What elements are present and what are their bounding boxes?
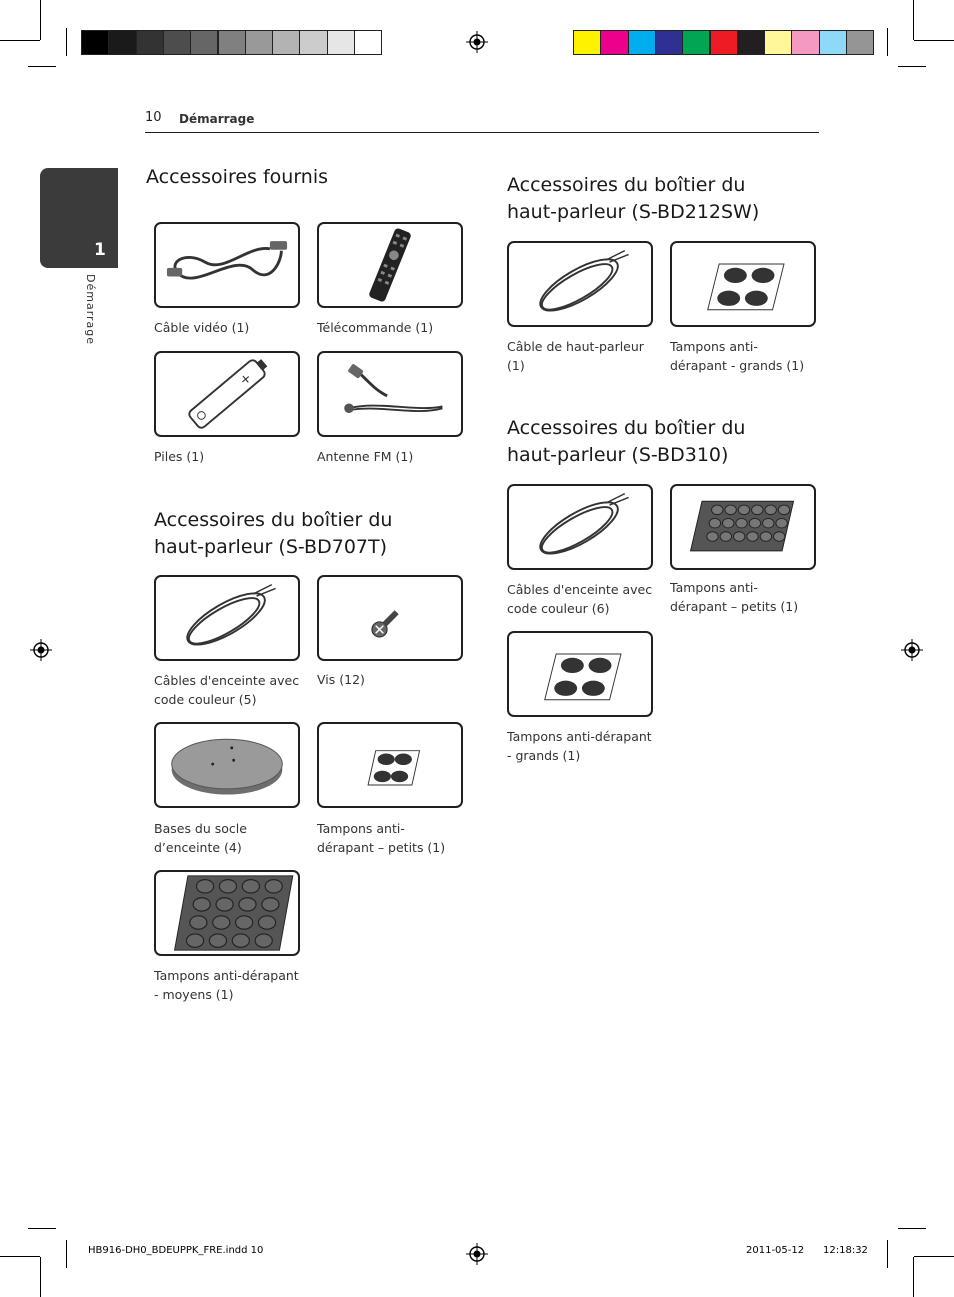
speaker-cable-icon <box>509 486 651 568</box>
crop-mark <box>914 40 954 41</box>
crop-mark <box>887 28 888 56</box>
registration-mark-icon <box>466 31 488 53</box>
speaker-base-image <box>154 722 300 808</box>
speaker-base-icon <box>156 724 298 806</box>
pad-dot <box>707 532 718 542</box>
pad-dot <box>738 505 749 515</box>
pad-dot <box>776 518 787 528</box>
item-caption: Tampons anti-dérapant - grands (1) <box>507 729 652 763</box>
title-line: haut-parleur (S-BD707T) <box>154 536 388 558</box>
fm-antenna-icon <box>319 353 461 435</box>
pad-dot <box>209 934 226 947</box>
crop-mark <box>887 1240 888 1268</box>
pad-dot <box>239 898 256 911</box>
pad-dot <box>752 505 763 515</box>
crop-mark <box>898 1228 926 1229</box>
color-swatch <box>737 30 765 55</box>
color-swatch <box>655 30 683 55</box>
pad-dot <box>720 532 731 542</box>
chapter-label: Démarrage <box>84 274 97 346</box>
title-line: Accessoires du boîtier du <box>507 174 746 196</box>
section-title-bd212sw <box>507 172 759 226</box>
title-line: Accessoires du boîtier du <box>507 417 746 439</box>
battery-image <box>154 351 300 437</box>
section-title-fournis: Accessoires fournis <box>146 166 329 188</box>
pad-dot <box>213 916 230 929</box>
header-section-title: Démarrage <box>179 112 255 126</box>
pad-dot <box>190 916 207 929</box>
color-swatch <box>682 30 710 55</box>
color-swatch <box>108 30 136 55</box>
crop-mark <box>0 40 40 41</box>
pad-dot <box>749 518 760 528</box>
pad-dot <box>765 505 776 515</box>
small-pads-sheet-image <box>670 484 816 570</box>
pad-dot <box>219 880 236 893</box>
remote-control-image <box>317 222 463 308</box>
pad-dot <box>232 934 249 947</box>
chapter-number: 1 <box>94 240 106 260</box>
crop-mark <box>913 0 914 40</box>
pad-dot <box>258 916 275 929</box>
page-number: 10 <box>145 110 162 125</box>
item-caption: Tampons anti- dérapant – petits (1) <box>317 821 446 855</box>
small-pads-sheet-icon <box>672 486 814 568</box>
color-swatch <box>190 30 218 55</box>
item-caption: Télécommande (1) <box>317 320 434 335</box>
pad-dot <box>747 532 758 542</box>
color-swatch <box>791 30 819 55</box>
crop-mark <box>40 0 41 40</box>
registration-mark-icon <box>466 1243 488 1265</box>
header-rule <box>145 132 819 133</box>
pad-dot <box>236 916 253 929</box>
pad-dot <box>186 934 203 947</box>
footer-filename: HB916-DH0_BDEUPPK_FRE.indd 10 <box>88 1245 264 1256</box>
pad-dot <box>242 880 259 893</box>
item-caption: Câble de haut-parleur (1) <box>507 339 644 373</box>
pad-dot <box>265 880 282 893</box>
item-caption: Bases du socle d’enceinte (4) <box>154 821 247 855</box>
crop-mark <box>66 1240 67 1268</box>
color-swatch <box>710 30 738 55</box>
crop-mark <box>0 1256 40 1257</box>
crop-mark <box>66 28 67 56</box>
registration-mark-icon <box>30 639 52 661</box>
item-caption: Câbles d'enceinte avec code couleur (6) <box>507 582 653 616</box>
color-swatch <box>136 30 164 55</box>
large-pads-icon <box>509 633 651 715</box>
speaker-cable-icon <box>156 577 298 659</box>
pad-dot <box>736 518 747 528</box>
video-cable-icon <box>156 224 298 306</box>
screw-icon <box>319 577 461 659</box>
title-line: Accessoires du boîtier du <box>154 509 393 531</box>
section-title-bd707t <box>154 507 392 561</box>
pad-dot <box>196 880 213 893</box>
color-swatch <box>163 30 191 55</box>
color-swatch <box>272 30 300 55</box>
color-swatch <box>299 30 327 55</box>
crop-mark <box>40 1257 41 1297</box>
svg-text:+: + <box>236 370 256 390</box>
pad-dot <box>262 898 279 911</box>
color-swatch <box>81 30 109 55</box>
remote-control-icon <box>319 224 461 306</box>
color-swatch <box>764 30 792 55</box>
battery-icon <box>156 353 298 435</box>
color-swatch <box>573 30 601 55</box>
item-caption: Câble vidéo (1) <box>154 320 250 335</box>
medium-pads-image <box>154 870 300 956</box>
title-line: haut-parleur (S-BD212SW) <box>507 201 760 223</box>
large-pads-icon <box>672 243 814 325</box>
color-swatch <box>819 30 847 55</box>
speaker-cable-image <box>154 575 300 661</box>
color-swatch <box>327 30 355 55</box>
large-pads-image <box>670 241 816 327</box>
large-pads-image <box>507 631 653 717</box>
registration-mark-icon <box>901 639 923 661</box>
pad-dot <box>760 532 771 542</box>
item-caption: Antenne FM (1) <box>317 449 414 464</box>
pad-dot <box>733 532 744 542</box>
crop-mark <box>898 66 926 67</box>
video-cable-image <box>154 222 300 308</box>
pad-dot <box>216 898 233 911</box>
crop-mark <box>28 66 56 67</box>
color-swatch <box>354 30 382 55</box>
pad-dot <box>712 505 723 515</box>
pad-dot <box>763 518 774 528</box>
footer-date: 2011-05-12 <box>746 1245 805 1256</box>
color-swatch <box>628 30 656 55</box>
crop-mark <box>913 1257 914 1297</box>
crop-mark <box>914 1256 954 1257</box>
pad-dot <box>255 934 272 947</box>
color-swatch <box>846 30 874 55</box>
section-title-bd310 <box>507 415 745 469</box>
crop-mark <box>28 1228 56 1229</box>
item-caption: Piles (1) <box>154 449 205 464</box>
item-caption: Tampons anti-dérapant - moyens (1) <box>154 968 299 1002</box>
pad-dot <box>193 898 210 911</box>
footer-time: 12:18:32 <box>823 1245 868 1256</box>
medium-pads-icon <box>156 872 298 954</box>
pad-dot <box>725 505 736 515</box>
pad-dot <box>774 532 785 542</box>
speaker-cable-icon <box>509 243 651 325</box>
pad-dot <box>709 518 720 528</box>
chapter-tab <box>40 168 118 268</box>
item-caption: Vis (12) <box>317 672 365 687</box>
speaker-cable-image <box>507 241 653 327</box>
pad-dot <box>778 505 789 515</box>
title-line: haut-parleur (S-BD310) <box>507 444 729 466</box>
item-caption: Tampons anti- dérapant - grands (1) <box>670 339 805 373</box>
fm-antenna-image <box>317 351 463 437</box>
color-swatch <box>600 30 628 55</box>
pad-dot <box>723 518 734 528</box>
color-swatch <box>245 30 273 55</box>
color-swatch <box>218 30 246 55</box>
small-pads-icon <box>319 724 461 806</box>
small-pads-image <box>317 722 463 808</box>
item-caption: Tampons anti- dérapant – petits (1) <box>670 580 799 614</box>
screw-image <box>317 575 463 661</box>
speaker-cable-image <box>507 484 653 570</box>
item-caption: Câbles d'enceinte avec code couleur (5) <box>154 673 300 707</box>
